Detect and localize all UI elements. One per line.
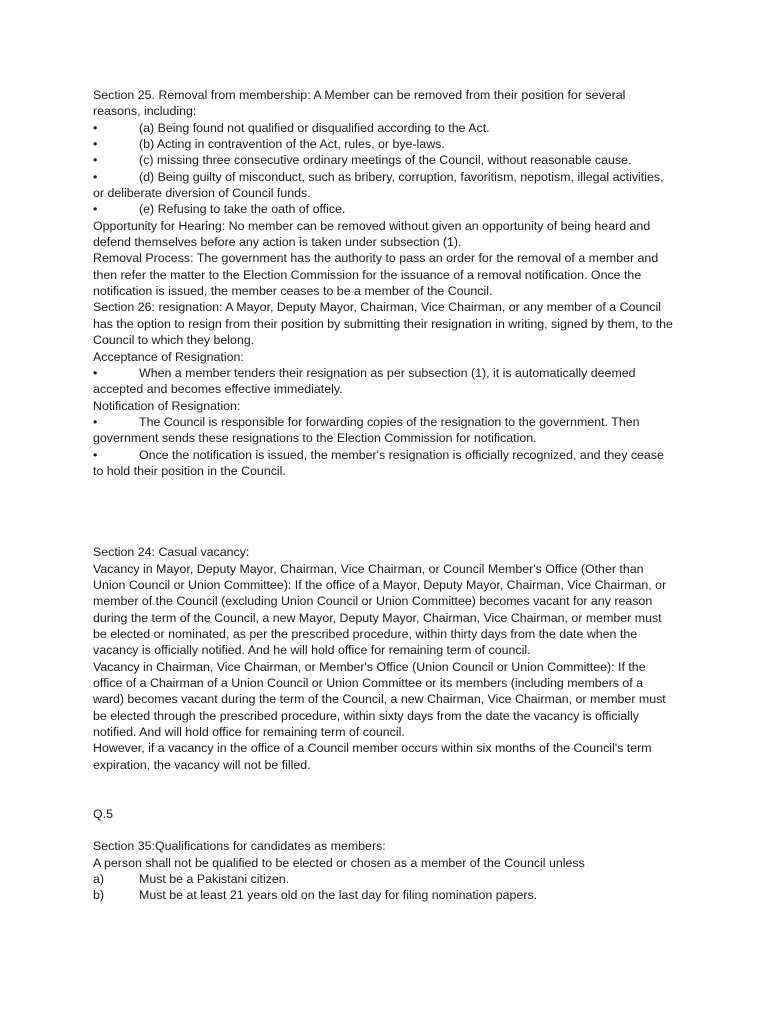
bullet-mark: • (93, 169, 98, 184)
section-25-item-b: • (b) Acting in contravention of the Act, rules, or bye-laws. (93, 137, 445, 152)
section-gap (93, 822, 676, 838)
section-24-para-1: Vacancy in Mayor, Deputy Mayor, Chairman, Vice Chairman, or Council Member's Office (Other than Union Council or Union Committee): If the office of a Mayor, Deputy Mayor, Chairman, Vice Chairman, or member of the Council (excluding Union Council or Union Committee) becomes vacant for any reason during the term of the Council, a new Mayor, Deputy Mayor, Chairman, Vice Chairman, or member must be elected or nominated, as per the prescribed procedure, within thirty days from the date when the vacancy is officially notified. And he will hold office for remaining term of council. (93, 561, 667, 658)
hearing-paragraph: Opportunity for Hearing: No member can be removed without given an opportunity of being heard and defend themselves before any action is taken under subsection (1). (93, 218, 651, 250)
section-24-para-3: However, if a vacancy in the office of a Council member occurs within six months of the Council's term expiration, the vacancy will not be filled. (93, 741, 652, 772)
bullet-mark: • (93, 137, 98, 152)
section-25-item-e: • (e) Refusing to take the oath of office. (93, 202, 346, 217)
qualification-item-a: a) Must be a Pakistani citizen. (93, 872, 290, 887)
section-25-item-d: • (d) Being guilty of misconduct, such as bribery, corruption, favoritism, nepotism, illegal activities, or deliberate diversion of Council funds. (93, 169, 664, 201)
section-25-item-a: • (a) Being found not qualified or disqualified according to the Act. (93, 120, 490, 135)
section-24-heading: Section 24: Casual vacancy: (93, 545, 250, 560)
section-25-heading: Section 25. Removal from membership: A Member can be removed from their position for several reasons, including: (93, 88, 626, 119)
notification-item-2: • Once the notification is issued, the member's resignation is officially recognized, and they cease to hold their position in the Council. (93, 447, 664, 478)
removal-paragraph: Removal Process: The government has the authority to pass an order for the removal of a member and then refer the matter to the Election Commission for the issuance of a removal notification. Once the notification is issued, the member ceases to be a member of the Council. (93, 251, 659, 299)
section-25-item-c: • (c) missing three consecutive ordinary meetings of the Council, without reasonable cause. (93, 153, 632, 168)
list-marker: b) (93, 888, 105, 903)
notification-title: Notification of Resignation: (93, 398, 241, 413)
section-24-para-2: Vacancy in Chairman, Vice Chairman, or Member's Office (Union Council or Union Committee): If the office of a Chairman of a Union Council or Union Committee or its members (including members of a ward) becomes vacant during the term of the Council, a new Chairman, Vice Chairman, or member must be elected through the prescribed procedure, within sixty days from the date the vacancy is officially notified. And will hold office for remaining term of council. (93, 659, 666, 740)
section-26-heading: Section 26: resignation: A Mayor, Deputy Mayor, Chairman, Vice Chairman, or any member of a Council has the option to resign from their position by submitting their resignation in writing, signed by them, to the Council to which they belong. (93, 300, 673, 348)
bullet-mark: • (93, 202, 98, 217)
acceptance-item: • When a member tenders their resignation as per subsection (1), it is automatically deemed accepted and becomes effective immediately. (93, 365, 636, 397)
bullet-mark: • (93, 120, 98, 135)
section-35-intro: A person shall not be qualified to be elected or chosen as a member of the Council unless (93, 855, 585, 870)
bullet-mark: • (93, 153, 98, 168)
acceptance-title: Acceptance of Resignation: (93, 349, 244, 364)
list-marker: a) (93, 872, 105, 887)
notification-item-1: • The Council is responsible for forwarding copies of the resignation to the government. Then government sends these resignations to the Election Commission for notification. (93, 414, 640, 446)
bullet-mark: • (93, 447, 98, 462)
bullet-mark: • (93, 365, 98, 380)
question-label: Q.5 (93, 807, 113, 822)
qualification-item-b: b) Must be at least 21 years old on the last day for filing nomination papers. (93, 888, 538, 903)
section-35-heading: Section 35:Qualifications for candidates as members: (93, 839, 386, 854)
bullet-mark: • (93, 414, 98, 429)
section-gap (93, 773, 676, 806)
section-gap (93, 479, 676, 544)
